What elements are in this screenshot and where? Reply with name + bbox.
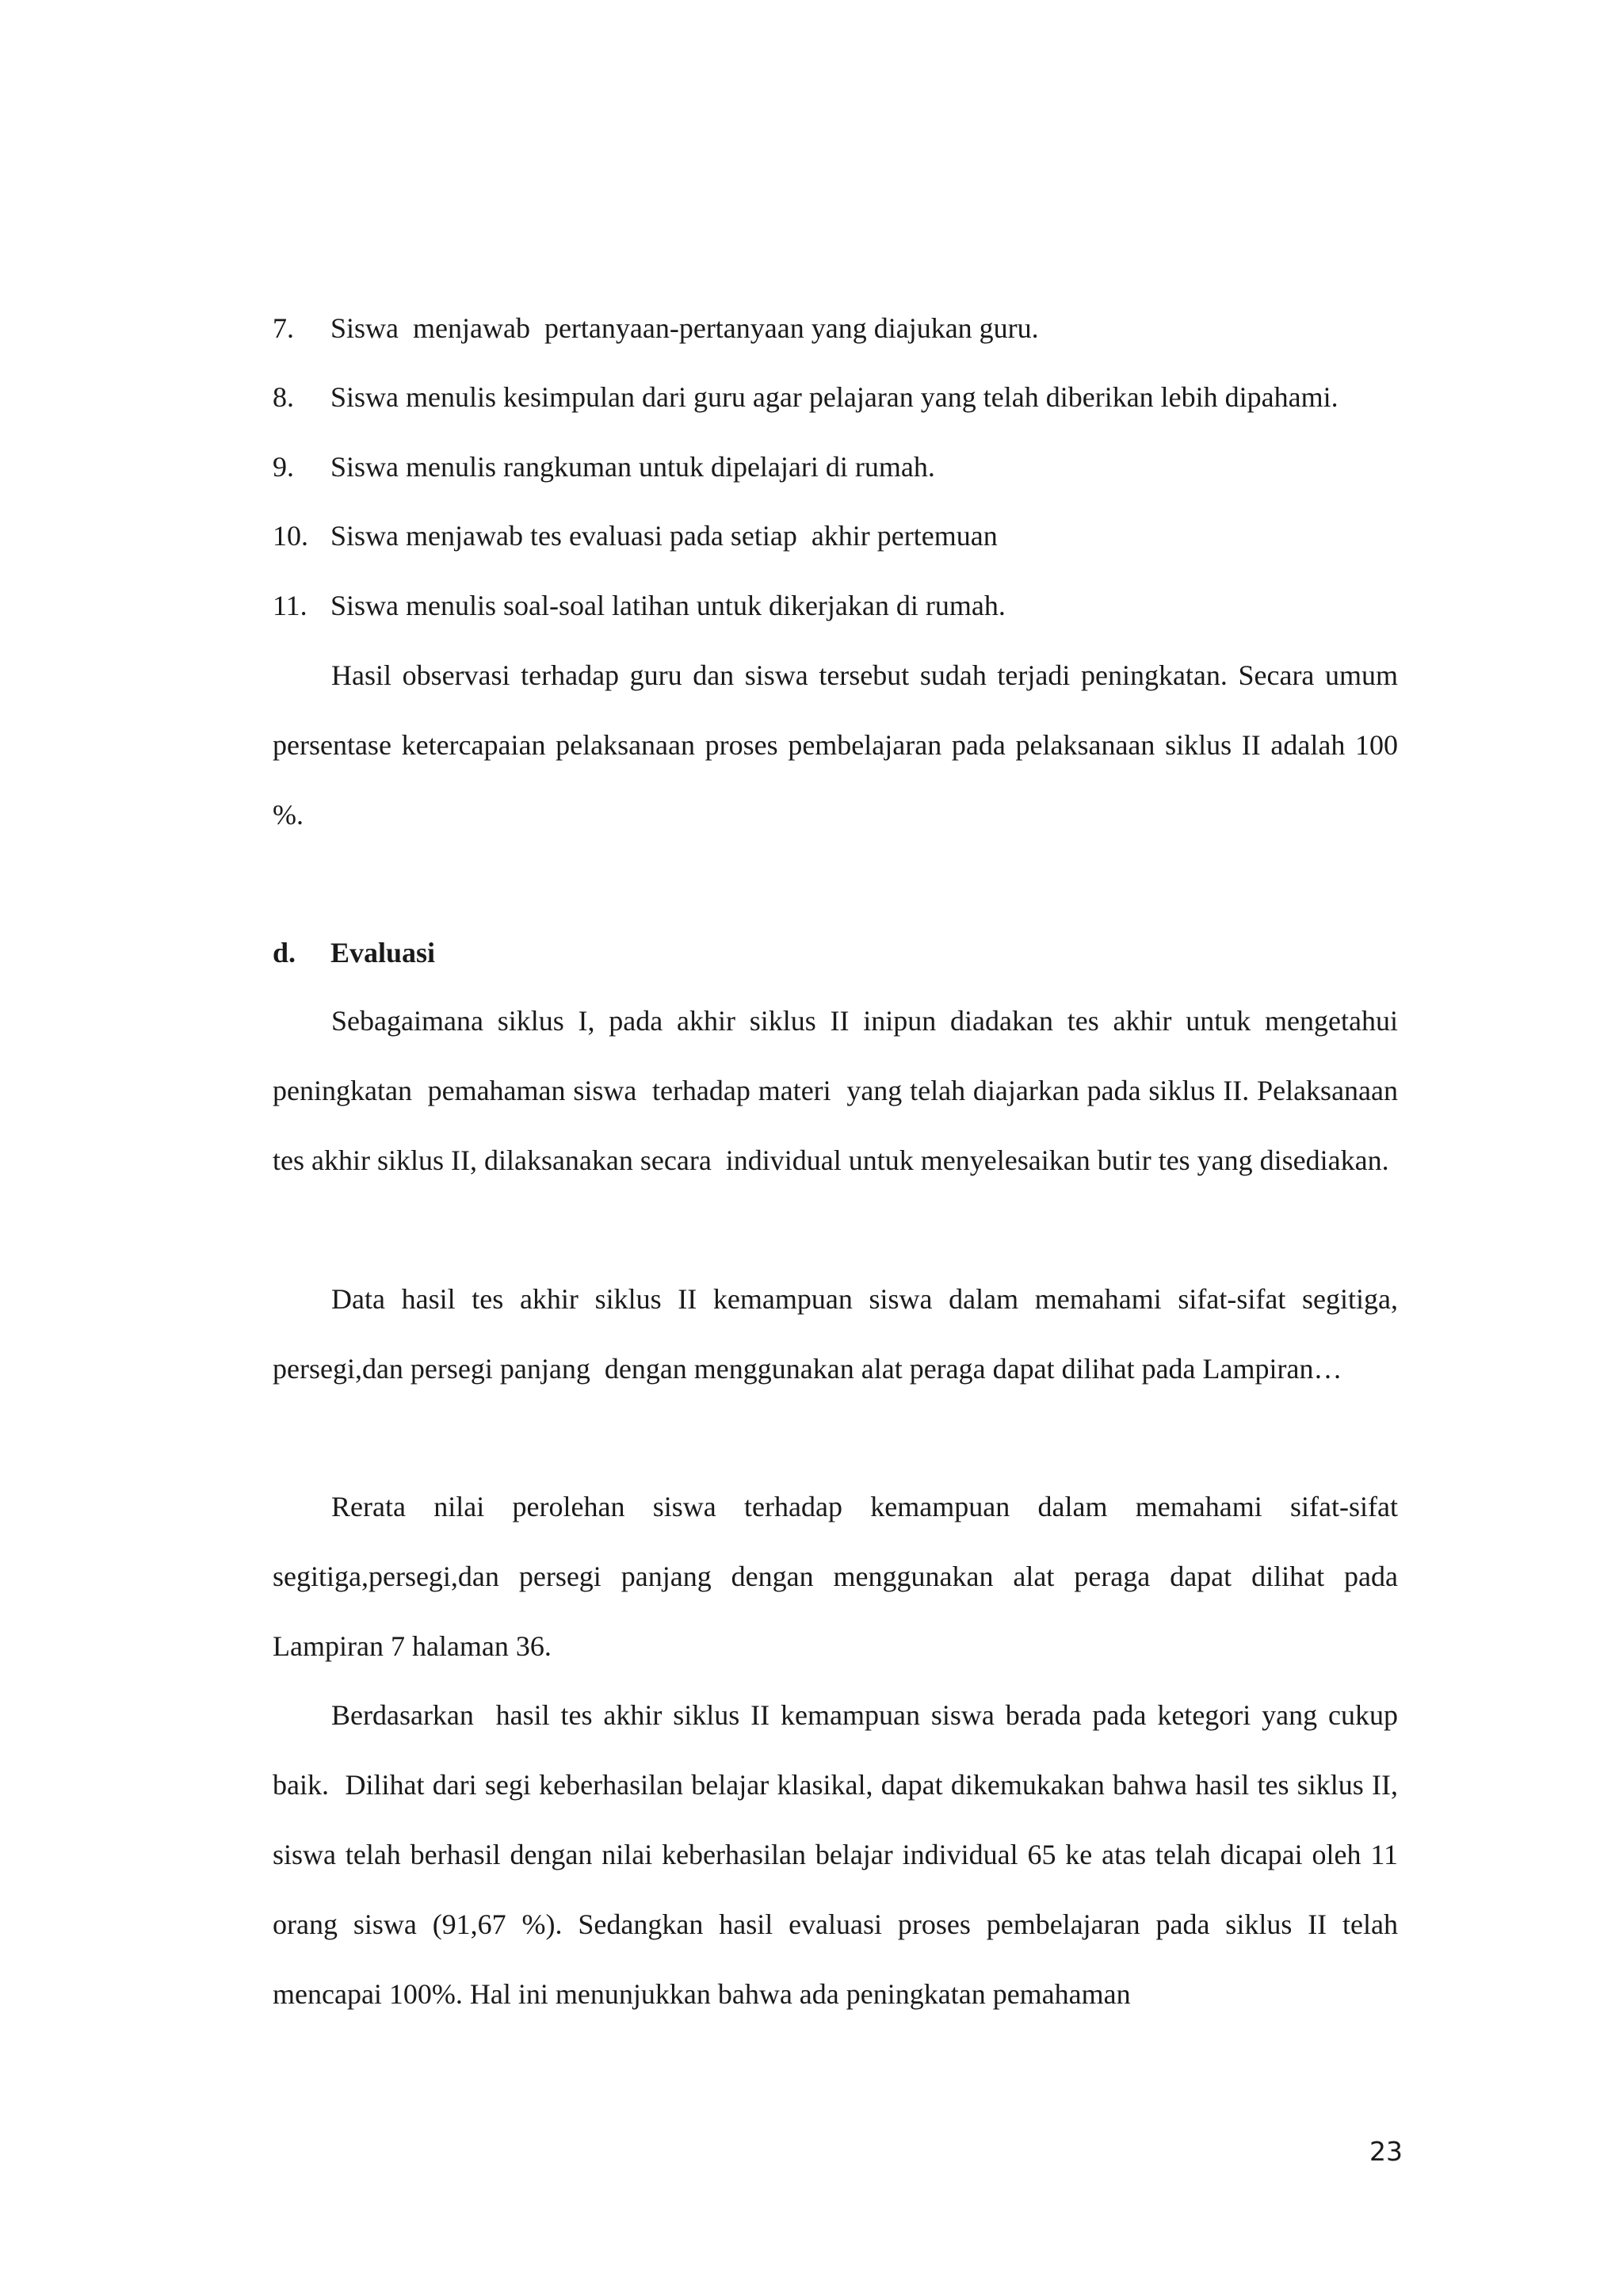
list-text: Siswa menulis kesimpulan dari guru agar pelajaran yang telah diberikan lebih dipahami. bbox=[330, 381, 1338, 413]
list-text: Siswa menulis rangkuman untuk dipelajari di rumah. bbox=[330, 451, 935, 483]
list-number: 8. bbox=[273, 381, 294, 413]
list-text: Siswa menulis soal-soal latihan untuk dikerjakan di rumah. bbox=[330, 590, 1006, 621]
paragraph-berdasarkan: Berdasarkan hasil tes akhir siklus II kemampuan siswa berada pada ketegori yang cukup baik. Dilihat dari segi keberhasilan belajar klasikal, dapat dikemukakan bahwa hasil tes siklus II, siswa telah berhasil dengan nilai keberhasilan belajar individual 65 ke atas telah dicapai oleh 11 orang siswa (91,67 %). Sedangkan hasil evaluasi proses pembelajaran pada siklus II telah mencapai 100%. Hal ini menunjukkan bahwa ada peningkatan pemahaman bbox=[273, 1699, 1405, 2010]
paragraph-rerata: Rerata nilai perolehan siswa terhadap kemampuan dalam memahami sifat-sifat segitiga,persegi,dan persegi panjang dengan menggunakan alat peraga dapat dilihat pada Lampiran 7 halaman 36. bbox=[273, 1491, 1398, 1662]
list-text: Siswa menjawab pertanyaan-pertanyaan yang diajukan guru. bbox=[330, 312, 1039, 344]
section-letter: d. bbox=[273, 937, 296, 968]
page-number: 23 bbox=[1369, 2136, 1403, 2167]
list-number: 7. bbox=[273, 312, 294, 344]
list-number: 10. bbox=[273, 520, 308, 552]
list-number: 11. bbox=[273, 590, 307, 621]
list-text: Siswa menjawab tes evaluasi pada setiap akhir pertemuan bbox=[330, 520, 998, 552]
paragraph-evaluasi-intro: Sebagaimana siklus I, pada akhir siklus II inipun diadakan tes akhir untuk mengetahui peningkatan pemahaman siswa terhadap materi yang telah diajarkan pada siklus II. Pelaksanaan tes akhir siklus II, dilaksanakan secara individual untuk menyelesaikan butir tes yang disediakan. bbox=[273, 1005, 1405, 1176]
paragraph-observasi: Hasil observasi terhadap guru dan siswa tersebut sudah terjadi peningkatan. Secara umum persentase ketercapaian pelaksanaan proses pembelajaran pada pelaksanaan siklus II adalah 100 %. bbox=[273, 659, 1398, 831]
section-title: Evaluasi bbox=[330, 937, 436, 968]
paragraph-data-hasil: Data hasil tes akhir siklus II kemampuan siswa dalam memahami sifat-sifat segitiga, persegi,dan persegi panjang dengan menggunakan alat peraga dapat dilihat pada Lampiran… bbox=[273, 1283, 1405, 1385]
list-number: 9. bbox=[273, 451, 294, 483]
